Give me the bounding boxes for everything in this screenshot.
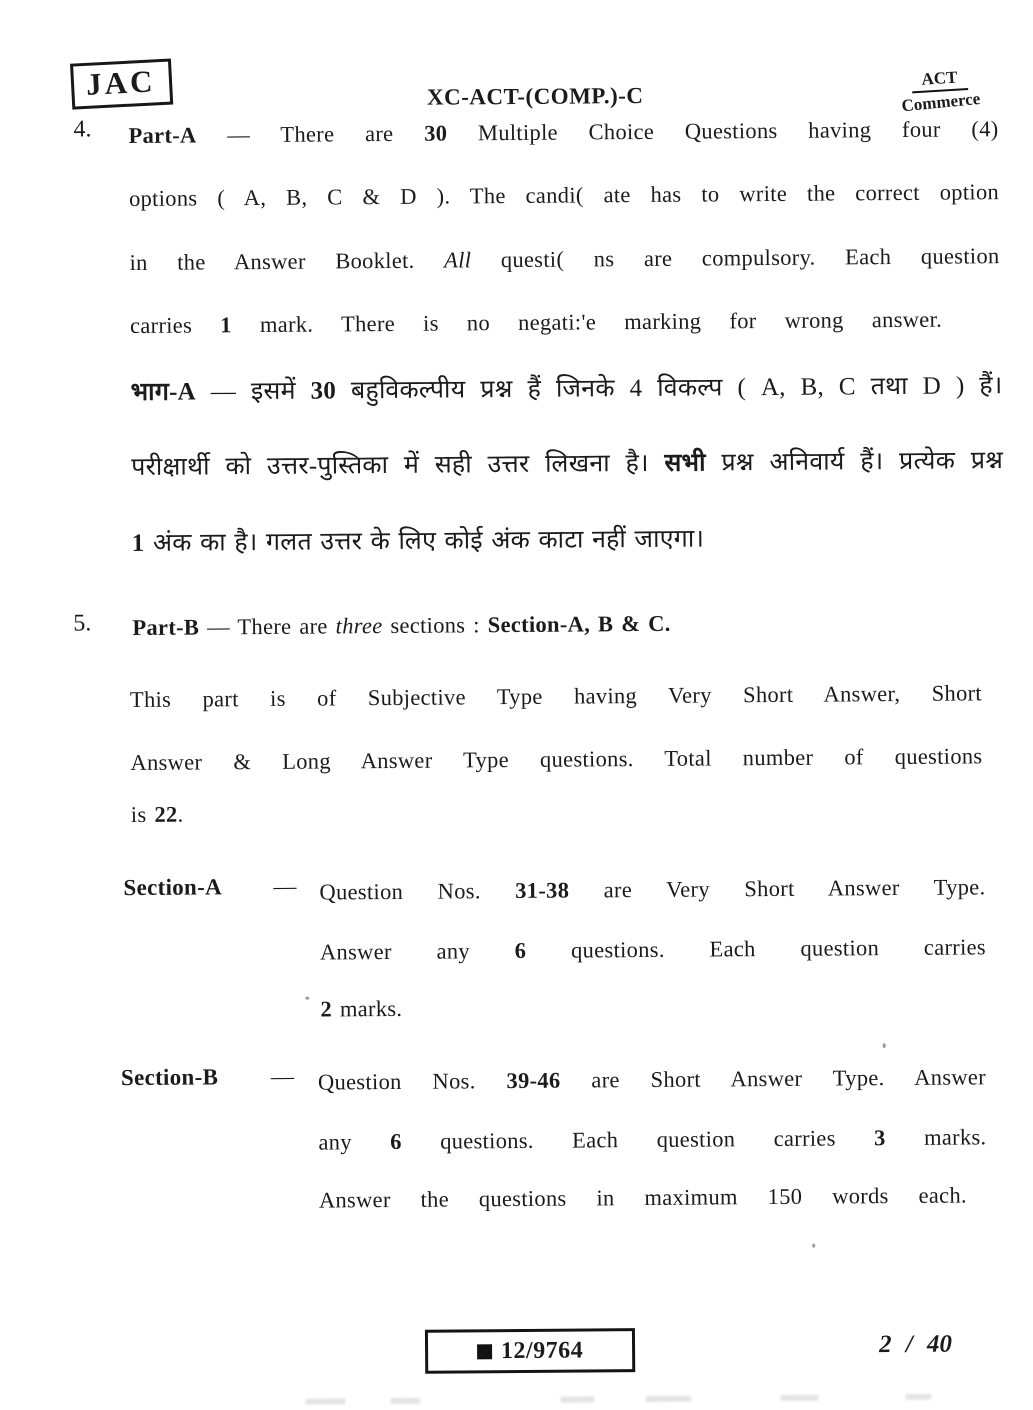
hindi-line-1: भाग-A — इसमें 30 बहुविकल्पीय प्रश्न हैं जिनके 4 विकल्प ( A, B, C तथा D ) हैं। <box>130 372 1003 407</box>
item4-line-4: carries 1 mark. There is no negati:'e marking for wrong answer. <box>129 306 943 339</box>
item5-para-line-3: is 22. <box>130 801 184 828</box>
item5-para-line-1: This part is of Subjective Type having Very Short Answer, Short <box>129 680 983 713</box>
item5-number: 5. <box>73 610 92 637</box>
section-b-label: Section-B <box>120 1064 219 1091</box>
hindi-line-3: 1 अंक का है। गलत उत्तर के लिए कोई अंक काटा नहीं जाएगा। <box>131 525 705 558</box>
section-b-line-1: Question Nos. 39-46 are Short Answer Type. Answer <box>317 1064 987 1095</box>
filled-square-icon <box>477 1344 492 1359</box>
section-b-dash: — <box>270 1063 295 1089</box>
section-b-line-3: Answer the questions in maximum 150 words each. <box>318 1182 967 1213</box>
booklet-code-box <box>425 1328 635 1374</box>
section-a-dash: — <box>273 873 297 899</box>
section-a-label: Section-A <box>123 874 223 901</box>
section-a-line-1: Question Nos. 31-38 are Very Short Answer Type. <box>319 874 986 905</box>
cutoff-text-remnant <box>560 1396 594 1402</box>
jac-stamp: JAC <box>70 59 174 110</box>
subject-top: ACT <box>911 67 968 93</box>
item4-line-1: Part-A — There are 30 Multiple Choice Questions having four (4) <box>128 116 999 149</box>
cutoff-text-remnant <box>645 1396 691 1402</box>
subject-label <box>880 65 1000 116</box>
section-a-line-3: 2 marks. <box>320 995 403 1022</box>
item4-line-2: options ( A, B, C & D ). The candi( ate has to write the correct option <box>128 179 1000 212</box>
scan-speck <box>812 1244 815 1248</box>
item4-line-3: in the Answer Booklet. All questi( ns are compulsory. Each question <box>129 243 1000 276</box>
booklet-code: 12/9764 <box>500 1336 584 1364</box>
hindi-line-2: परीक्षार्थी को उत्तर-पुस्तिका में सही उत्तर लिखना है। सभी प्रश्न अनिवार्य हैं। प्रत्येक प्रश्न <box>131 447 1004 482</box>
scan-speck <box>883 1043 886 1048</box>
item4-number: 4. <box>73 116 92 143</box>
cutoff-text-remnant <box>390 1398 420 1404</box>
section-a-line-2: Answer any 6 questions. Each question carries <box>319 934 987 965</box>
item5-line-1: Part-B — There are three sections : Section-A, B & C. <box>132 610 671 641</box>
cutoff-text-remnant <box>905 1394 931 1400</box>
section-b-line-2: any 6 questions. Each question carries 3 marks. <box>318 1124 987 1155</box>
page-indicator: 2 / 40 <box>878 1330 953 1359</box>
item5-para-line-2: Answer & Long Answer Type questions. Total number of questions <box>130 743 983 776</box>
scan-speck <box>305 997 309 1000</box>
subject-bottom: Commerce <box>900 88 982 116</box>
paper-code: XC-ACT-(COMP.)-C <box>426 82 644 110</box>
cutoff-text-remnant <box>305 1398 345 1404</box>
cutoff-text-remnant <box>780 1395 818 1401</box>
